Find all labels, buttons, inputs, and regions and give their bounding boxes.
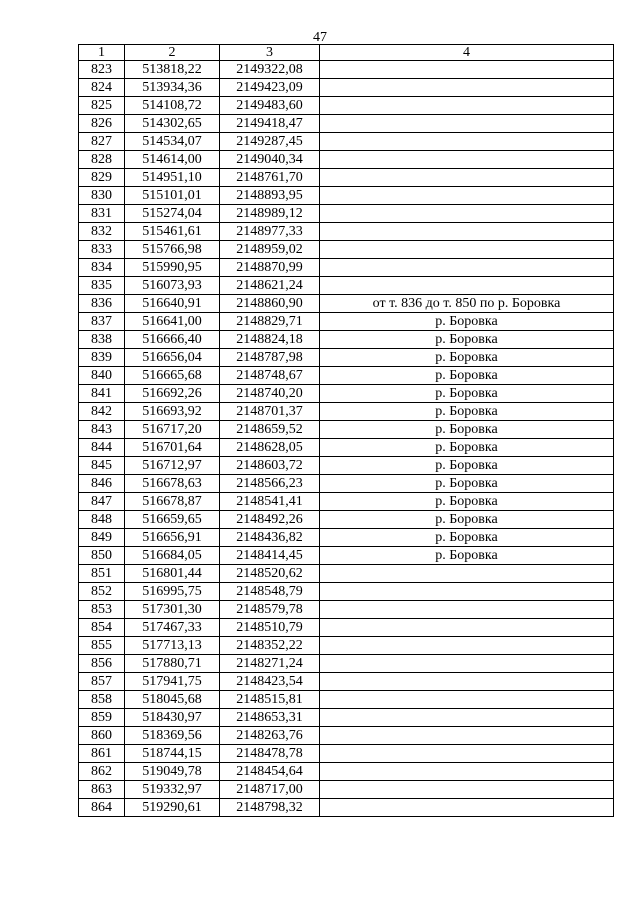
point-number-cell: 856 [79, 655, 125, 673]
description-cell [320, 187, 614, 205]
x-coordinate-cell: 516693,92 [125, 403, 220, 421]
table-row [79, 493, 614, 511]
x-coordinate-cell: 516801,44 [125, 565, 220, 583]
table-row [79, 547, 614, 565]
point-number-cell: 853 [79, 601, 125, 619]
x-coordinate-cell: 515990,95 [125, 259, 220, 277]
table-row [79, 511, 614, 529]
description-cell [320, 79, 614, 97]
table-row [79, 619, 614, 637]
point-number-cell: 823 [79, 61, 125, 79]
point-number-cell: 859 [79, 709, 125, 727]
x-coordinate-cell: 515766,98 [125, 241, 220, 259]
table-row [79, 205, 614, 223]
table-row [79, 259, 614, 277]
y-coordinate-cell: 2148870,99 [220, 259, 320, 277]
x-coordinate-cell: 518430,97 [125, 709, 220, 727]
y-coordinate-cell: 2148653,31 [220, 709, 320, 727]
x-coordinate-cell: 516659,65 [125, 511, 220, 529]
description-cell [320, 205, 614, 223]
point-number-cell: 835 [79, 277, 125, 295]
x-coordinate-cell: 517941,75 [125, 673, 220, 691]
table-row [79, 151, 614, 169]
point-number-cell: 832 [79, 223, 125, 241]
y-coordinate-cell: 2148717,00 [220, 781, 320, 799]
description-cell: р. Боровка [320, 511, 614, 529]
description-cell [320, 709, 614, 727]
table-row [79, 529, 614, 547]
table-row [79, 241, 614, 259]
description-cell: р. Боровка [320, 421, 614, 439]
description-cell: р. Боровка [320, 331, 614, 349]
x-coordinate-cell: 518045,68 [125, 691, 220, 709]
point-number-cell: 852 [79, 583, 125, 601]
x-coordinate-cell: 514534,07 [125, 133, 220, 151]
point-number-cell: 828 [79, 151, 125, 169]
table-row [79, 799, 614, 817]
point-number-cell: 854 [79, 619, 125, 637]
table-row [79, 115, 614, 133]
y-coordinate-cell: 2148621,24 [220, 277, 320, 295]
description-cell [320, 781, 614, 799]
description-cell [320, 565, 614, 583]
description-cell [320, 151, 614, 169]
table-row [79, 133, 614, 151]
x-coordinate-cell: 517713,13 [125, 637, 220, 655]
description-cell: р. Боровка [320, 385, 614, 403]
x-coordinate-cell: 515461,61 [125, 223, 220, 241]
table-row [79, 655, 614, 673]
point-number-cell: 855 [79, 637, 125, 655]
column-header-4: 4 [320, 45, 614, 61]
x-coordinate-cell: 516656,91 [125, 529, 220, 547]
description-cell: р. Боровка [320, 403, 614, 421]
description-cell [320, 691, 614, 709]
description-cell: р. Боровка [320, 313, 614, 331]
table-row [79, 583, 614, 601]
x-coordinate-cell: 518744,15 [125, 745, 220, 763]
point-number-cell: 839 [79, 349, 125, 367]
x-coordinate-cell: 516073,93 [125, 277, 220, 295]
description-cell [320, 799, 614, 817]
point-number-cell: 858 [79, 691, 125, 709]
description-cell [320, 169, 614, 187]
table-row [79, 439, 614, 457]
x-coordinate-cell: 516995,75 [125, 583, 220, 601]
point-number-cell: 844 [79, 439, 125, 457]
description-cell [320, 133, 614, 151]
description-cell [320, 745, 614, 763]
table-row [79, 727, 614, 745]
description-cell: р. Боровка [320, 439, 614, 457]
y-coordinate-cell: 2148271,24 [220, 655, 320, 673]
y-coordinate-cell: 2148510,79 [220, 619, 320, 637]
description-cell [320, 619, 614, 637]
table-row [79, 421, 614, 439]
table-row [79, 223, 614, 241]
point-number-cell: 836 [79, 295, 125, 313]
description-cell [320, 637, 614, 655]
table-row [79, 277, 614, 295]
point-number-cell: 831 [79, 205, 125, 223]
point-number-cell: 826 [79, 115, 125, 133]
point-number-cell: 847 [79, 493, 125, 511]
x-coordinate-cell: 514951,10 [125, 169, 220, 187]
point-number-cell: 824 [79, 79, 125, 97]
description-cell [320, 583, 614, 601]
x-coordinate-cell: 513934,36 [125, 79, 220, 97]
table-row [79, 709, 614, 727]
table-row [79, 331, 614, 349]
coordinates-table [78, 44, 614, 817]
y-coordinate-cell: 2148423,54 [220, 673, 320, 691]
y-coordinate-cell: 2148414,45 [220, 547, 320, 565]
point-number-cell: 843 [79, 421, 125, 439]
x-coordinate-cell: 517467,33 [125, 619, 220, 637]
x-coordinate-cell: 516678,87 [125, 493, 220, 511]
table-row [79, 367, 614, 385]
x-coordinate-cell: 516665,68 [125, 367, 220, 385]
point-number-cell: 857 [79, 673, 125, 691]
point-number-cell: 829 [79, 169, 125, 187]
y-coordinate-cell: 2148492,26 [220, 511, 320, 529]
table-row [79, 403, 614, 421]
description-cell: р. Боровка [320, 349, 614, 367]
y-coordinate-cell: 2148541,41 [220, 493, 320, 511]
y-coordinate-cell: 2149322,08 [220, 61, 320, 79]
x-coordinate-cell: 516641,00 [125, 313, 220, 331]
table-row [79, 187, 614, 205]
table-row [79, 313, 614, 331]
table-row [79, 457, 614, 475]
description-cell [320, 727, 614, 745]
y-coordinate-cell: 2148263,76 [220, 727, 320, 745]
x-coordinate-cell: 518369,56 [125, 727, 220, 745]
table-row [79, 79, 614, 97]
y-coordinate-cell: 2148787,98 [220, 349, 320, 367]
description-cell [320, 655, 614, 673]
point-number-cell: 841 [79, 385, 125, 403]
y-coordinate-cell: 2148436,82 [220, 529, 320, 547]
description-cell [320, 115, 614, 133]
point-number-cell: 842 [79, 403, 125, 421]
table-row [79, 61, 614, 79]
x-coordinate-cell: 513818,22 [125, 61, 220, 79]
y-coordinate-cell: 2148515,81 [220, 691, 320, 709]
description-cell [320, 763, 614, 781]
table-row [79, 349, 614, 367]
point-number-cell: 850 [79, 547, 125, 565]
header-row [79, 45, 614, 61]
x-coordinate-cell: 517301,30 [125, 601, 220, 619]
table-body [79, 61, 614, 817]
y-coordinate-cell: 2148761,70 [220, 169, 320, 187]
point-number-cell: 862 [79, 763, 125, 781]
y-coordinate-cell: 2148748,67 [220, 367, 320, 385]
y-coordinate-cell: 2148579,78 [220, 601, 320, 619]
y-coordinate-cell: 2149418,47 [220, 115, 320, 133]
description-cell [320, 277, 614, 295]
y-coordinate-cell: 2148628,05 [220, 439, 320, 457]
x-coordinate-cell: 516678,63 [125, 475, 220, 493]
point-number-cell: 849 [79, 529, 125, 547]
table-row [79, 781, 614, 799]
x-coordinate-cell: 519049,78 [125, 763, 220, 781]
x-coordinate-cell: 516692,26 [125, 385, 220, 403]
x-coordinate-cell: 515274,04 [125, 205, 220, 223]
x-coordinate-cell: 519332,97 [125, 781, 220, 799]
description-cell: р. Боровка [320, 475, 614, 493]
x-coordinate-cell: 516701,64 [125, 439, 220, 457]
x-coordinate-cell: 514302,65 [125, 115, 220, 133]
x-coordinate-cell: 514614,00 [125, 151, 220, 169]
x-coordinate-cell: 515101,01 [125, 187, 220, 205]
description-cell [320, 673, 614, 691]
y-coordinate-cell: 2148478,78 [220, 745, 320, 763]
description-cell [320, 259, 614, 277]
x-coordinate-cell: 517880,71 [125, 655, 220, 673]
y-coordinate-cell: 2148824,18 [220, 331, 320, 349]
description-cell [320, 241, 614, 259]
table-row [79, 565, 614, 583]
point-number-cell: 837 [79, 313, 125, 331]
table-row [79, 763, 614, 781]
y-coordinate-cell: 2148566,23 [220, 475, 320, 493]
point-number-cell: 840 [79, 367, 125, 385]
x-coordinate-cell: 514108,72 [125, 97, 220, 115]
y-coordinate-cell: 2149287,45 [220, 133, 320, 151]
y-coordinate-cell: 2148548,79 [220, 583, 320, 601]
y-coordinate-cell: 2148829,71 [220, 313, 320, 331]
column-header-2: 2 [125, 45, 220, 61]
point-number-cell: 860 [79, 727, 125, 745]
description-cell: р. Боровка [320, 493, 614, 511]
table-header [79, 45, 614, 61]
table-row [79, 601, 614, 619]
table-row [79, 169, 614, 187]
point-number-cell: 827 [79, 133, 125, 151]
x-coordinate-cell: 516640,91 [125, 295, 220, 313]
description-cell: р. Боровка [320, 547, 614, 565]
x-coordinate-cell: 516656,04 [125, 349, 220, 367]
point-number-cell: 861 [79, 745, 125, 763]
description-cell [320, 61, 614, 79]
table-row [79, 745, 614, 763]
y-coordinate-cell: 2149040,34 [220, 151, 320, 169]
description-cell: р. Боровка [320, 529, 614, 547]
description-cell [320, 97, 614, 115]
point-number-cell: 833 [79, 241, 125, 259]
point-number-cell: 830 [79, 187, 125, 205]
table-row [79, 295, 614, 313]
x-coordinate-cell: 516666,40 [125, 331, 220, 349]
table-row [79, 385, 614, 403]
point-number-cell: 864 [79, 799, 125, 817]
description-cell [320, 601, 614, 619]
y-coordinate-cell: 2149423,09 [220, 79, 320, 97]
point-number-cell: 851 [79, 565, 125, 583]
y-coordinate-cell: 2148860,90 [220, 295, 320, 313]
point-number-cell: 863 [79, 781, 125, 799]
table-row [79, 691, 614, 709]
table-row [79, 97, 614, 115]
y-coordinate-cell: 2148352,22 [220, 637, 320, 655]
description-cell: р. Боровка [320, 457, 614, 475]
point-number-cell: 838 [79, 331, 125, 349]
x-coordinate-cell: 516712,97 [125, 457, 220, 475]
y-coordinate-cell: 2148989,12 [220, 205, 320, 223]
table-row [79, 673, 614, 691]
y-coordinate-cell: 2148603,72 [220, 457, 320, 475]
y-coordinate-cell: 2148959,02 [220, 241, 320, 259]
y-coordinate-cell: 2148798,32 [220, 799, 320, 817]
description-cell: от т. 836 до т. 850 по р. Боровка [320, 295, 614, 313]
x-coordinate-cell: 516684,05 [125, 547, 220, 565]
y-coordinate-cell: 2148893,95 [220, 187, 320, 205]
table-row [79, 637, 614, 655]
column-header-3: 3 [220, 45, 320, 61]
y-coordinate-cell: 2148454,64 [220, 763, 320, 781]
column-header-1: 1 [79, 45, 125, 61]
point-number-cell: 848 [79, 511, 125, 529]
y-coordinate-cell: 2148701,37 [220, 403, 320, 421]
table-row [79, 475, 614, 493]
point-number-cell: 834 [79, 259, 125, 277]
x-coordinate-cell: 516717,20 [125, 421, 220, 439]
x-coordinate-cell: 519290,61 [125, 799, 220, 817]
y-coordinate-cell: 2149483,60 [220, 97, 320, 115]
point-number-cell: 845 [79, 457, 125, 475]
y-coordinate-cell: 2148520,62 [220, 565, 320, 583]
y-coordinate-cell: 2148740,20 [220, 385, 320, 403]
point-number-cell: 846 [79, 475, 125, 493]
description-cell [320, 223, 614, 241]
description-cell: р. Боровка [320, 367, 614, 385]
point-number-cell: 825 [79, 97, 125, 115]
y-coordinate-cell: 2148659,52 [220, 421, 320, 439]
page-number: 47 [313, 30, 327, 45]
y-coordinate-cell: 2148977,33 [220, 223, 320, 241]
